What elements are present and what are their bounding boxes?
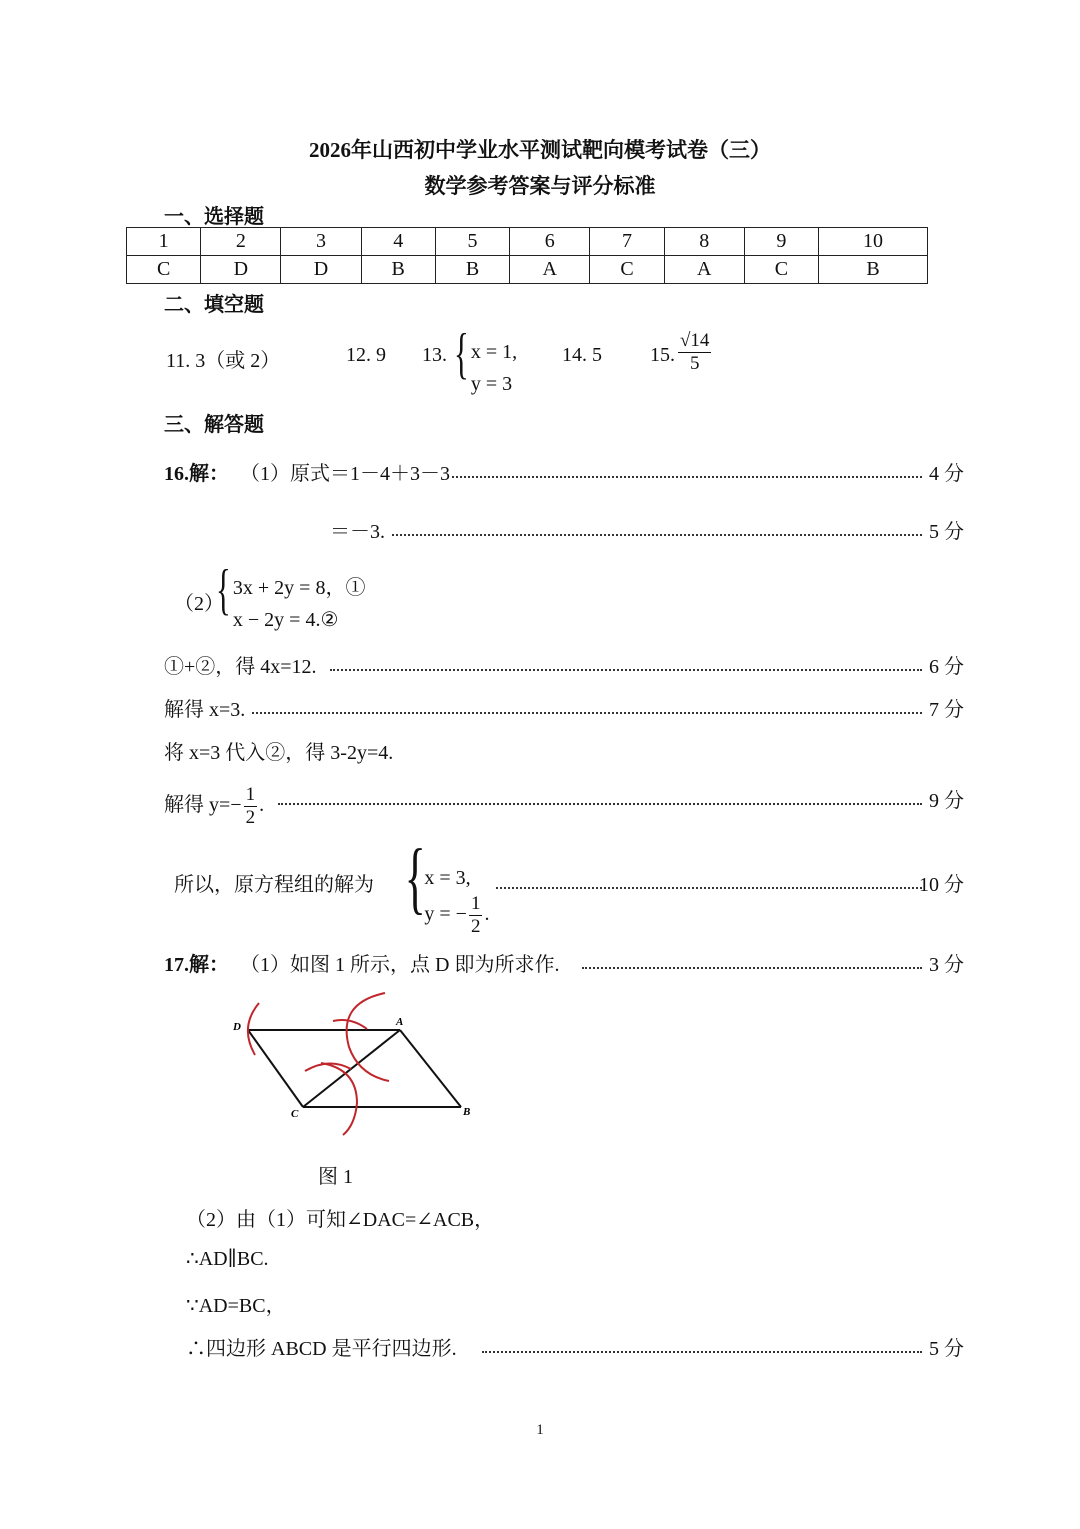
answer-q15-label: 15. <box>650 344 675 366</box>
table-cell: 1 <box>127 228 201 256</box>
dot-leader <box>278 803 922 805</box>
section-choice-title: 一、选择题 <box>164 206 264 228</box>
point-label-B: B <box>463 1106 471 1118</box>
fraction-numerator: √14 <box>680 330 710 351</box>
table-cell: 5 <box>435 228 509 256</box>
table-cell: D <box>281 256 361 284</box>
table-cell: B <box>819 256 928 284</box>
q16-line3: ①+②，得 4x=12. <box>164 656 317 678</box>
answer-q15-fraction <box>678 330 711 375</box>
arc <box>333 1020 367 1029</box>
parallelogram-lines <box>248 1030 461 1107</box>
segment-AB <box>400 1030 461 1107</box>
equation-line: y = 3 <box>470 373 513 396</box>
table-cell: 9 <box>744 228 818 256</box>
answer-q14: 14. 5 <box>562 344 602 366</box>
construction-arcs <box>248 993 389 1135</box>
table-cell: 10 <box>819 228 928 256</box>
brace-symbol: { <box>216 559 231 621</box>
dot-leader <box>582 967 922 969</box>
answer-q13-system <box>448 323 518 400</box>
q16-line4: 解得 x=3. <box>164 699 246 721</box>
score-label: 9 分 <box>929 790 964 812</box>
figure-parallelogram <box>225 985 485 1150</box>
table-cell: D <box>201 256 281 284</box>
q16-part2-label: （2） <box>174 593 224 615</box>
table-cell: B <box>361 256 435 284</box>
q16-line7: 所以，原方程组的解为 <box>174 874 374 896</box>
table-cell: 3 <box>281 228 361 256</box>
table-cell: C <box>127 256 201 284</box>
answer-q13-label: 13. <box>422 344 447 366</box>
table-cell: C <box>590 256 664 284</box>
dot-leader <box>392 534 922 536</box>
equation-line: y = − $\frac{1}{2}$ . <box>424 892 490 937</box>
score-label: 3 分 <box>929 954 964 976</box>
q16-line2: ＝－3. <box>330 521 385 543</box>
dot-leader <box>452 476 922 478</box>
fraction-numerator: 1 <box>245 784 256 805</box>
figure-caption: 图 1 <box>318 1166 353 1188</box>
equation-lines <box>424 863 489 938</box>
table-cell: 2 <box>201 228 281 256</box>
segment-CD <box>248 1030 303 1107</box>
q17-line5: ∴四边形 ABCD 是平行四边形. <box>186 1338 457 1360</box>
q17-line2: （2）由（1）可知∠DAC=∠ACB， <box>186 1209 495 1231</box>
q17-label: 17.解： <box>164 954 229 976</box>
answer-q12: 12. 9 <box>346 344 386 366</box>
equation-line: x = 1, <box>470 341 518 364</box>
page-subtitle: 数学参考答案与评分标准 <box>424 174 656 198</box>
q17-line4: ∵AD=BC， <box>186 1295 286 1317</box>
brace-symbol: { <box>454 323 469 385</box>
score-label: 6 分 <box>929 656 964 678</box>
q16-line5: 将 x=3 代入②，得 3-2y=4. <box>164 742 394 764</box>
table-cell: 8 <box>664 228 744 256</box>
q16-system <box>210 559 366 636</box>
score-label: 10 分 <box>919 874 964 896</box>
segment-CA <box>303 1030 400 1107</box>
arc <box>321 1063 357 1135</box>
table-cell: 4 <box>361 228 435 256</box>
equation-lines <box>471 336 517 400</box>
section-solve-title: 三、解答题 <box>164 414 264 436</box>
section-fill-title: 二、填空题 <box>164 294 264 316</box>
q16-line1: （1）原式＝1－4＋3－3 <box>240 463 450 485</box>
q17-line1: （1）如图 1 所示，点 D 即为所求作. <box>240 954 560 976</box>
q16-label: 16.解： <box>164 463 229 485</box>
table-cell: A <box>664 256 744 284</box>
score-label: 4 分 <box>929 463 964 485</box>
score-label: 5 分 <box>929 1338 964 1360</box>
answer-table <box>126 227 928 284</box>
table-cell: 7 <box>590 228 664 256</box>
q17-line3: ∴AD∥BC. <box>186 1248 269 1270</box>
dot-leader <box>496 887 922 889</box>
table-cell: 6 <box>510 228 590 256</box>
page-number: 1 <box>536 1422 544 1438</box>
table-row-numbers <box>127 228 928 256</box>
fraction-denominator: 5 <box>689 353 700 374</box>
brace-symbol: { <box>404 834 426 922</box>
point-label-A: A <box>396 1016 404 1028</box>
score-label: 7 分 <box>929 699 964 721</box>
fraction-denominator: 2 <box>245 807 256 828</box>
table-cell: A <box>510 256 590 284</box>
equation-line: x − 2y = 4.② <box>232 609 339 632</box>
dot-leader <box>252 712 922 714</box>
score-label: 5 分 <box>929 521 964 543</box>
equation-line: 3x + 2y = 8，① <box>232 577 366 600</box>
table-cell: C <box>744 256 818 284</box>
q16-line6: 解得 y=− $\frac{1}{2}$ . <box>164 784 265 828</box>
dot-leader <box>482 1351 922 1353</box>
equation-line: x = 3, <box>424 866 471 889</box>
q16-solution-system <box>396 834 490 938</box>
dot-leader <box>330 669 922 671</box>
point-label-D: D <box>233 1021 241 1033</box>
table-cell: B <box>435 256 509 284</box>
table-row-answers <box>127 256 928 284</box>
page-title: 2026年山西初中学业水平测试靶向模考试卷（三） <box>309 138 771 162</box>
point-label-C: C <box>291 1108 299 1120</box>
equation-lines <box>233 572 366 636</box>
answer-q11: 11. 3（或 2） <box>166 350 281 372</box>
